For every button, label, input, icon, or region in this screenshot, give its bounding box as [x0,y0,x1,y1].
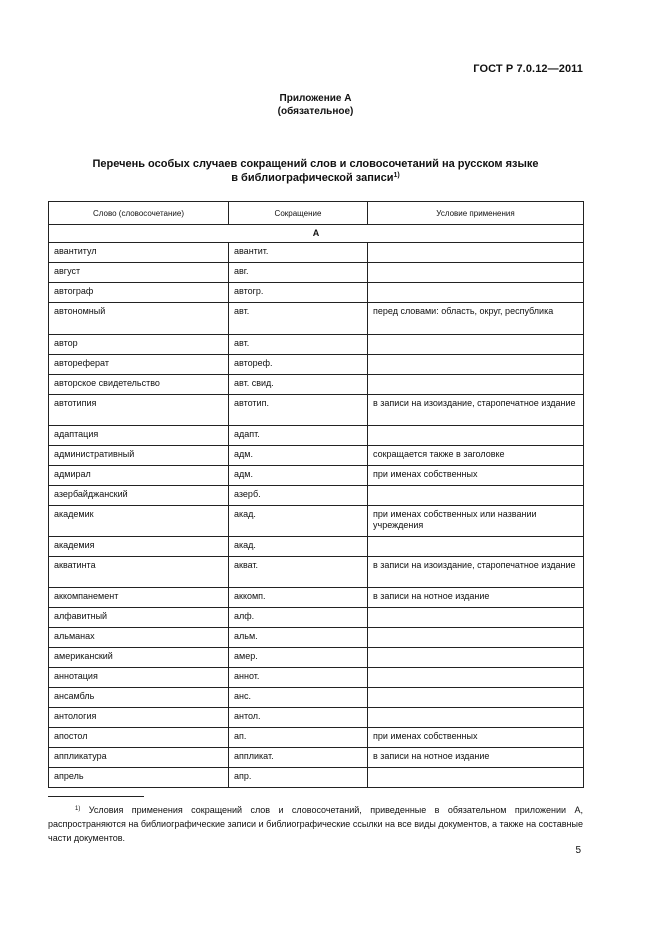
condition-cell [368,708,584,728]
condition-cell [368,283,584,303]
table-header-row [49,202,584,225]
table-row [49,748,584,768]
word-cell: адмирал [49,466,229,486]
table-row [49,688,584,708]
table-row [49,768,584,788]
footnote-text: Условия применения сокращений слов и словосочетаний, приведенные в обязательном приложении А, распространяются на библиографические записи и библиографические ссылки на все виды документов, а также на составные части документов. [48,805,583,843]
condition-cell [368,768,584,788]
condition-cell: в записи на нотное издание [368,588,584,608]
abbreviation-cell: антол. [229,708,368,728]
table-row [49,375,584,395]
abbreviation-cell: авт. [229,335,368,355]
table-row [49,426,584,446]
abbreviation-cell: акад. [229,537,368,557]
word-cell: американский [49,648,229,668]
word-cell: ансамбль [49,688,229,708]
abbreviation-cell: автореф. [229,355,368,375]
table-row [49,668,584,688]
word-cell: альманах [49,628,229,648]
condition-cell [368,648,584,668]
table-row [49,486,584,506]
table-row [49,263,584,283]
word-cell: апостол [49,728,229,748]
word-cell: автор [49,335,229,355]
abbreviation-cell: адапт. [229,426,368,446]
condition-cell [368,263,584,283]
footnote-mark: 1) [75,806,81,812]
abbreviation-cell: адм. [229,446,368,466]
table-row [49,506,584,537]
table-row [49,355,584,375]
abbreviation-cell: амер. [229,648,368,668]
footnote [48,803,583,845]
abbreviation-cell: анс. [229,688,368,708]
word-cell: автореферат [49,355,229,375]
abbreviation-cell: аннот. [229,668,368,688]
condition-cell: при именах собственных [368,466,584,486]
table-row [49,243,584,263]
abbreviation-cell: авт. свид. [229,375,368,395]
column-header-condition: Условие применения [368,202,584,225]
word-cell: апрель [49,768,229,788]
word-cell: антология [49,708,229,728]
table-row [49,466,584,486]
abbreviation-cell: алф. [229,608,368,628]
table-row [49,335,584,355]
title-line-2 [0,171,631,185]
section-row [49,225,584,243]
word-cell: акватинта [49,557,229,588]
word-cell: авантитул [49,243,229,263]
condition-cell: при именах собственных [368,728,584,748]
word-cell: аннотация [49,668,229,688]
abbreviation-cell: ап. [229,728,368,748]
condition-cell [368,608,584,628]
column-header-abbreviation: Сокращение [229,202,368,225]
title-footnote-mark: 1) [393,172,400,179]
word-cell: азербайджанский [49,486,229,506]
condition-cell: перед словами: область, округ, республика [368,303,584,335]
abbreviation-table [48,201,584,788]
word-cell: аккомпанемент [49,588,229,608]
condition-cell [368,335,584,355]
condition-cell [368,628,584,648]
table-row [49,608,584,628]
appendix-heading [0,92,631,118]
title-line-1: Перечень особых случаев сокращений слов и словосочетаний на русском языке [92,158,539,170]
condition-cell: при именах собственных или названии учреждения [368,506,584,537]
word-cell: академик [49,506,229,537]
condition-cell: в записи на нотное издание [368,748,584,768]
table-row [49,728,584,748]
word-cell: автономный [49,303,229,335]
appendix-status: (обязательное) [277,106,354,117]
table-row [49,648,584,668]
appendix-title: Приложение А [279,93,352,104]
abbreviation-cell: авт. [229,303,368,335]
word-cell: адаптация [49,426,229,446]
condition-cell [368,243,584,263]
table-row [49,708,584,728]
abbreviation-cell: адм. [229,466,368,486]
abbreviation-cell: авг. [229,263,368,283]
word-cell: автограф [49,283,229,303]
abbreviation-cell: авантит. [229,243,368,263]
abbreviation-cell: автотип. [229,395,368,426]
table-row [49,283,584,303]
word-cell: авторское свидетельство [49,375,229,395]
condition-cell [368,688,584,708]
abbreviation-cell: акад. [229,506,368,537]
footnote-divider [48,796,144,797]
table-row [49,588,584,608]
table-row [49,628,584,648]
abbreviation-cell: апр. [229,768,368,788]
abbreviation-cell: аккомп. [229,588,368,608]
condition-cell [368,355,584,375]
word-cell: аппликатура [49,748,229,768]
table-row [49,537,584,557]
condition-cell [368,426,584,446]
table-row [49,446,584,466]
abbreviation-cell: альм. [229,628,368,648]
title-line-2-text: в библиографической записи [231,172,394,184]
condition-cell [368,537,584,557]
condition-cell: в записи на изоиздание, старопечатное издание [368,557,584,588]
page-title [0,157,631,185]
condition-cell [368,668,584,688]
word-cell: административный [49,446,229,466]
table-row [49,303,584,335]
word-cell: академия [49,537,229,557]
condition-cell [368,486,584,506]
abbreviation-cell: автогр. [229,283,368,303]
abbreviation-cell: азерб. [229,486,368,506]
condition-cell: в записи на изоиздание, старопечатное издание [368,395,584,426]
condition-cell [368,375,584,395]
page-number: 5 [575,845,581,856]
table-row [49,395,584,426]
section-letter: А [49,225,584,243]
column-header-word: Слово (словосочетание) [49,202,229,225]
condition-cell: сокращается также в заголовке [368,446,584,466]
word-cell: автотипия [49,395,229,426]
word-cell: август [49,263,229,283]
table-row [49,557,584,588]
word-cell: алфавитный [49,608,229,628]
abbreviation-cell: аппликат. [229,748,368,768]
abbreviation-cell: акват. [229,557,368,588]
document-id: ГОСТ Р 7.0.12—2011 [473,63,583,75]
